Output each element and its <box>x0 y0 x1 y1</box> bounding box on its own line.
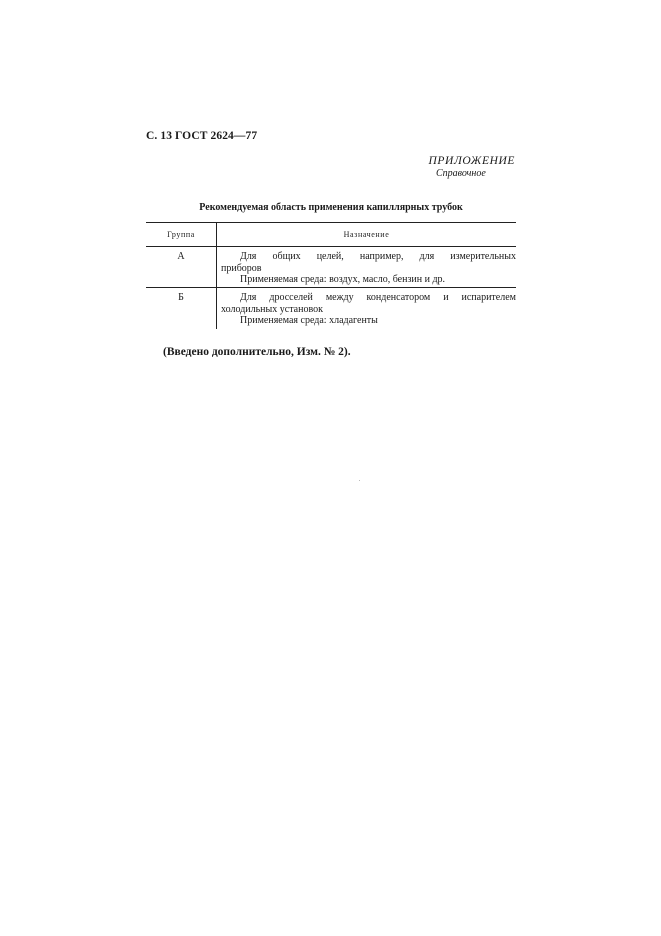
table-row <box>146 247 516 288</box>
environment-text: Применяемая среда: хладагенты <box>240 315 378 326</box>
page-header: С. 13 ГОСТ 2624—77 <box>146 130 258 142</box>
table-header-row <box>146 223 516 247</box>
appendix-title: ПРИЛОЖЕНИЕ <box>428 155 515 167</box>
scan-speck <box>359 480 360 481</box>
environment-text: Применяемая среда: воздух, масло, бензин и др. <box>240 274 446 285</box>
group-cell: А <box>146 247 217 288</box>
purpose-text: Для дросселей между конденсатором и испарителем <box>240 292 516 303</box>
appendix-subtitle: Справочное <box>436 168 486 179</box>
purpose-cell <box>217 288 517 330</box>
column-header-group: Группа <box>146 223 217 247</box>
group-cell: Б <box>146 288 217 330</box>
purpose-text-continued: приборов <box>221 262 262 274</box>
amendment-note: (Введено дополнительно, Изм. № 2). <box>163 346 351 358</box>
purpose-cell <box>217 247 517 288</box>
purpose-text: Для общих целей, например, для измерительных <box>240 251 516 262</box>
application-table <box>146 222 516 329</box>
purpose-text-continued: холодильных установок <box>221 303 323 315</box>
column-header-purpose: Назначение <box>217 223 517 247</box>
table-caption: Рекомендуемая область применения капиллярных трубок <box>199 202 463 213</box>
table-row <box>146 288 516 330</box>
